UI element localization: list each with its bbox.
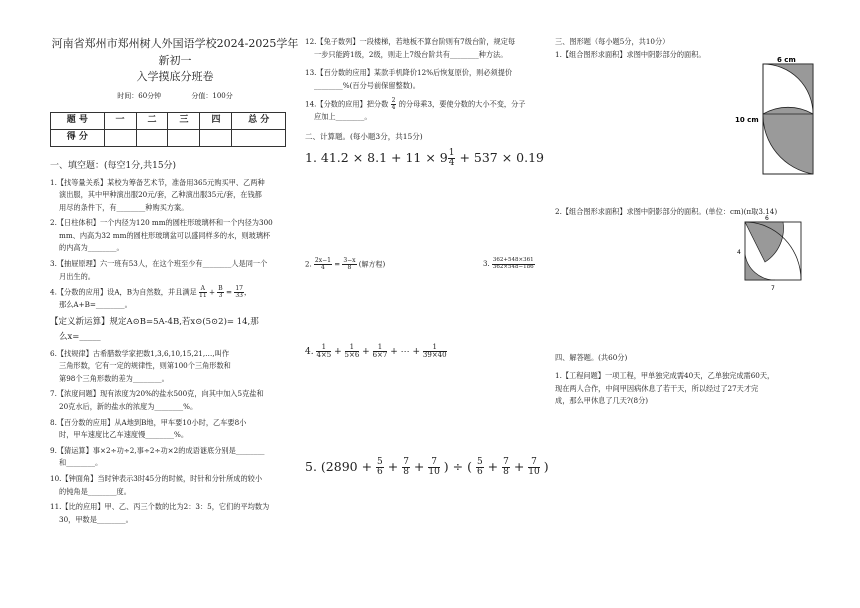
calc-2	[305, 258, 385, 271]
question-text: mm、内高为32 mm的圆柱形玻璃盆可以盛同样多的水，则玻璃杯	[59, 230, 271, 240]
calc-note: (解方程)	[358, 260, 386, 269]
fraction	[492, 258, 535, 270]
figure-question-2: 2.【组合图形求面积】求图中阴影部分的面积。(单位：cm)(π取3.14)	[555, 207, 778, 216]
score-table-header-row	[51, 112, 286, 129]
denominator: 8	[347, 264, 352, 271]
numerator: 1	[316, 344, 331, 352]
denominator: 362×548−186	[492, 263, 534, 270]
denominator: 4	[391, 104, 396, 112]
score-cell: 四	[200, 112, 232, 129]
figure-1-shade-top	[763, 64, 813, 114]
fraction	[199, 286, 207, 299]
denominator: 6×7	[372, 351, 388, 359]
question-text: 时，甲车速度比乙车速度慢________%。	[59, 430, 189, 440]
question-text	[50, 286, 300, 299]
question-text: 【定义新运算】规定A⊙B=5A-4B,若x⊙(5⊙2)= 14,那	[50, 316, 259, 327]
question-text: 1.【找等量关系】某校为筹备艺术节，准备用365元购买甲、乙两种	[50, 177, 265, 187]
exam-time: 时间：60分钟	[117, 91, 162, 100]
question-text: 13.【百分数的应用】某款手机降价12%后恢复原价，则必须提价	[305, 68, 513, 78]
figure-1-shade-bottom	[763, 107, 813, 174]
question-text-part: 的分母乘3，要使分数的大小不变，分子	[398, 99, 526, 109]
question-text: 20克水后，新的盐水的浓度为________%。	[59, 402, 198, 412]
score-cell-empty[interactable]	[232, 129, 286, 146]
fraction	[428, 458, 439, 477]
question-text: 和________。	[59, 458, 103, 468]
section-2-heading: 二、计算题。(每小题3分，共15分)	[305, 132, 423, 142]
question-6	[50, 348, 300, 386]
score-table	[50, 112, 286, 147]
fraction	[448, 149, 456, 168]
fraction	[376, 458, 384, 477]
question-text: ________%(百分号前保留整数)。	[314, 80, 420, 90]
score-cell-empty[interactable]	[136, 129, 168, 146]
question-13	[305, 67, 550, 92]
denominator: 8	[503, 467, 509, 477]
question-text: 演出服，其中甲种演出服20元/套，乙种演出服35元/套，在钱都	[59, 190, 262, 200]
question-text: 现在两人合作，中间甲因病休息了若干天，所以经过了27天才完	[555, 383, 759, 393]
question-text: 3.【抽屉原理】六一班有53人，在这个班至少有________人是同一个	[50, 259, 268, 269]
fraction	[502, 458, 510, 477]
figure-2-label-left: 4	[737, 249, 741, 256]
answer-question-1	[555, 370, 840, 408]
question-text: 8.【百分数的应用】从A地到B地，甲车要10小时，乙车要8小	[50, 417, 247, 427]
fraction	[476, 458, 484, 477]
denominator: 33	[235, 292, 243, 300]
operator: + ⋯ +	[390, 347, 421, 357]
calc-text: )	[543, 459, 549, 474]
operator: +	[208, 287, 215, 297]
question-12	[305, 36, 550, 61]
numerator: 362+548×361	[492, 257, 534, 263]
question-7	[50, 388, 300, 413]
numerator: 1	[373, 344, 388, 352]
fraction	[391, 98, 397, 111]
question-11	[50, 501, 300, 526]
question-text: 月出生的。	[59, 271, 95, 281]
score-cell-empty[interactable]	[168, 129, 200, 146]
question-5	[50, 315, 300, 345]
denominator: 10	[428, 467, 440, 477]
numerator: 7	[503, 457, 509, 467]
question-text: 那么A+B=________。	[59, 300, 132, 310]
operator: =	[226, 287, 233, 297]
score-cell: 一	[104, 112, 136, 129]
calc-label: 3.	[483, 260, 490, 268]
calc-label: 2.	[305, 260, 312, 269]
denominator: 39×40	[422, 351, 447, 359]
calc-text: + 537 × 0.19	[459, 150, 545, 166]
figure-question-1: 1.【组合图形求面积】求图中阴影部分的面积。	[555, 49, 706, 59]
fraction	[373, 344, 388, 359]
question-text: 7.【浓度问题】现有浓度为20%的盐水500克，向其中加入5克盐和	[50, 389, 264, 399]
question-10	[50, 473, 300, 498]
fraction	[528, 458, 539, 477]
column-right	[555, 36, 835, 406]
question-1	[50, 177, 300, 215]
question-text: 用尽的条件下，有________种购买方案。	[59, 202, 189, 212]
score-cell: 得 分	[51, 129, 105, 146]
numerator: 17	[235, 285, 243, 293]
question-text: 2.【日柱体积】一个内径为120 mm的圆柱形玻璃杯和一个内径为300	[50, 218, 273, 228]
section-1-heading: 一、填空题：(每空1分,共15分)	[50, 160, 177, 171]
calc-label: 4.	[305, 347, 314, 357]
numerator: A	[200, 285, 205, 293]
question-text	[305, 98, 550, 111]
numerator: 7	[403, 457, 409, 467]
figure-1-label-left: 10 cm	[735, 116, 759, 124]
question-text: 的内高为________。	[59, 243, 124, 253]
calc-label: 5.	[305, 459, 317, 474]
score-cell-empty[interactable]	[104, 129, 136, 146]
question-text: 30，甲数是________。	[59, 514, 133, 524]
operator: =	[334, 260, 341, 269]
question-text: 一步只能跨1级，2级，则走上7级台阶共有________种方法。	[314, 49, 508, 59]
numerator: 5	[377, 457, 383, 467]
denominator: 6	[377, 467, 383, 477]
title-line-1: 河南省郑州市郑州树人外国语学校2024-2025学年新初一	[51, 37, 299, 67]
calc-1	[305, 147, 550, 169]
question-text-part: 4.【分数的应用】设A，B为自然数，并且满足	[50, 287, 197, 297]
question-text: 12.【兔子数列】一段楼梯，若地板不算台阶则有7级台阶，规定每	[305, 37, 516, 46]
figure-2-shade-top	[745, 222, 783, 262]
numerator: 1	[345, 344, 360, 352]
question-4	[50, 286, 300, 312]
score-cell-empty[interactable]	[200, 129, 232, 146]
question-3	[50, 258, 300, 283]
question-9	[50, 445, 300, 470]
question-text: 的钝角是________度。	[59, 486, 131, 496]
calc-4: 4. $\frac{1}{4\times 5}$ + $\frac{1}{5\times 6}$ + $\frac{1}{6\times 7}$ + ⋯ + $\frac{1}{39\times 40}$	[305, 343, 447, 359]
exam-score: 分值：100分	[191, 91, 233, 100]
question-text: 6.【找规律】古希腊数学家把数1,3,6,10,15,21,…,叫作	[50, 348, 230, 358]
calc-3	[483, 258, 535, 270]
section-3-heading: 三、图形题（每小题5分，共10分）	[555, 37, 670, 46]
question-14	[305, 98, 550, 124]
title-line-2: 入学摸底分班卷	[136, 70, 214, 83]
denominator: 4×5	[316, 351, 332, 359]
numerator: 3−x	[343, 257, 356, 264]
fraction	[342, 258, 356, 271]
question-text: 第98个三角形数的差为________。	[59, 373, 169, 383]
score-cell: 三	[168, 112, 200, 129]
calc-text: ) ÷ (	[443, 459, 472, 474]
section-4-heading: 四、解答题。(共60分)	[555, 353, 628, 362]
fraction	[314, 258, 332, 271]
numerator: 1	[423, 344, 447, 352]
denominator: 11	[199, 292, 207, 300]
score-cell: 二	[136, 112, 168, 129]
score-table-score-row	[51, 129, 286, 146]
figure-1-label-top: 6 cm	[777, 56, 796, 64]
figure-2-label-bottom: 7	[771, 285, 775, 292]
score-cell: 题 号	[51, 112, 105, 129]
fraction	[217, 286, 223, 299]
denominator: 4	[321, 264, 325, 271]
question-text: 三角形数，它有一定的规律性，则第100个三角形数和	[59, 361, 231, 371]
question-text-part: 14.【分数的应用】把分数	[305, 99, 389, 109]
calc-5: 5. (2890 + $\frac{5}{6}$ + $\frac{7}{8}$ + $\frac{7}{10}$ ) ÷ ( $\frac{5}{6}$ + $\frac{7}{8}$ + $\frac{7}{10}$ )	[305, 457, 549, 477]
denominator: 5×6	[344, 351, 360, 359]
question-text: 么x=_____	[59, 331, 101, 342]
numerator: 1	[448, 148, 455, 159]
calc-text: 1. 41.2 × 8.1 + 11 × 9	[305, 150, 448, 166]
figure-2	[735, 214, 815, 294]
numerator: 2x−1	[314, 257, 331, 264]
question-text: 成，那么甲休息了几天?(8分)	[555, 396, 649, 406]
question-text: 11.【比的应用】甲、乙、丙三个数的比为2：3：5，它们的平均数为	[50, 502, 270, 512]
fraction	[316, 344, 331, 359]
figure-1	[735, 56, 825, 181]
fraction	[234, 286, 244, 299]
numerator: 5	[476, 457, 483, 467]
punctuation: ，	[243, 287, 252, 297]
fraction	[402, 458, 410, 477]
question-text: 10.【钟面角】当时钟表示3时45分的时候，时针和分针所成的较小	[50, 474, 263, 484]
question-text: 应加上________。	[314, 112, 372, 122]
fraction	[345, 344, 360, 359]
numerator: 7	[428, 458, 439, 468]
exam-title	[50, 36, 300, 86]
calc-text: (2890 +	[320, 459, 373, 474]
score-cell: 总 分	[232, 112, 286, 129]
denominator: 10	[528, 467, 540, 477]
numerator: 2	[391, 97, 396, 105]
figure-2-label-top: 6	[765, 215, 769, 222]
question-2	[50, 217, 300, 255]
fraction	[423, 344, 447, 359]
numerator: B	[218, 285, 223, 293]
denominator: 3	[218, 292, 223, 300]
denominator: 4	[448, 158, 455, 169]
denominator: 8	[403, 467, 409, 477]
exam-meta	[50, 90, 300, 102]
denominator: 6	[476, 467, 483, 477]
question-8	[50, 417, 300, 442]
numerator: 7	[528, 458, 539, 468]
column-left	[50, 0, 300, 529]
question-text: 1.【工程问题】一项工程，甲单独完成需40天，乙单独完成需60天，	[555, 371, 775, 380]
question-text: 9.【猜运算】事×2÷功÷2,事÷2÷功×2的成语谜底分别是________	[50, 445, 265, 455]
